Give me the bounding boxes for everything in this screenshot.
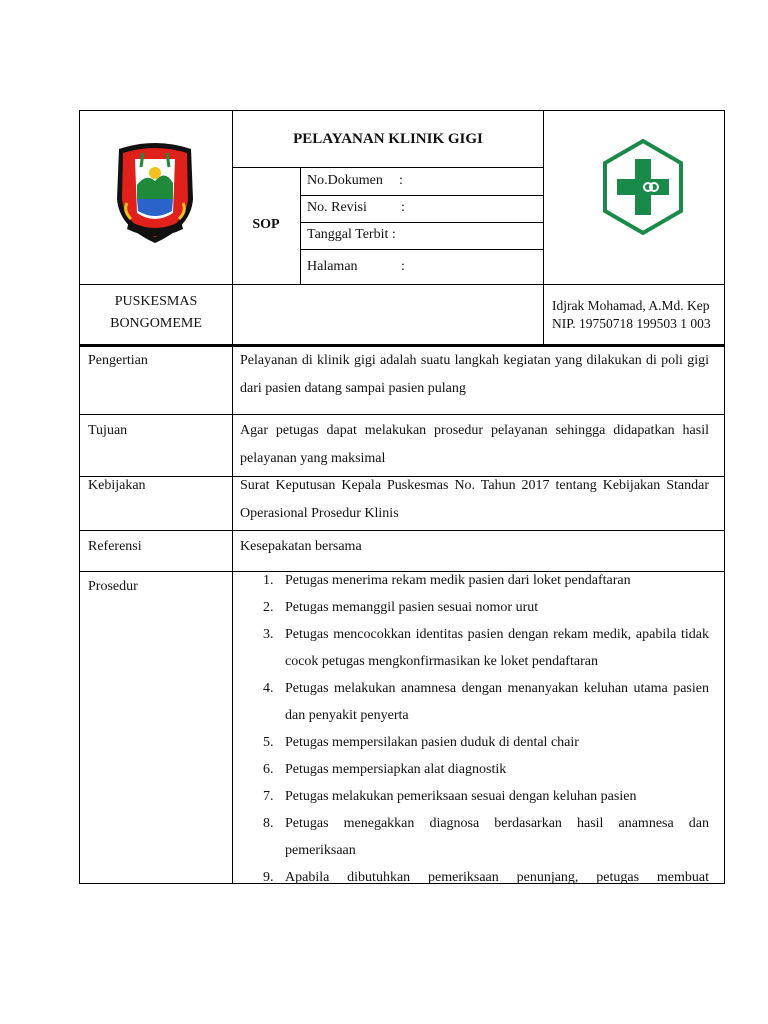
- puskesmas-name: [80, 285, 232, 345]
- sop-label: SOP: [252, 217, 280, 232]
- doc-field-tanggal-terbit: [307, 227, 541, 255]
- step-text: Apabila dibutuhkan pemeriksaan penunjang, petugas membuat: [285, 870, 709, 885]
- step-number: 4.: [263, 681, 274, 696]
- section-text: Pelayanan di klinik gigi adalah suatu langkah kegiatan yang dilakukan di poli gigi dari pasien datang sampai pasien pulang: [240, 353, 709, 396]
- section-label: Kebijakan: [88, 478, 146, 493]
- doc-field-colon: :: [401, 259, 405, 274]
- procedure-step: [240, 756, 709, 783]
- procedure-step: [240, 729, 709, 756]
- doc-field-halaman: [307, 259, 541, 287]
- step-text: Petugas melakukan pemeriksaan sesuai dengan keluhan pasien: [285, 789, 637, 804]
- signature-block: [544, 285, 726, 345]
- doc-field-label: No.Dokumen: [307, 173, 383, 188]
- doc-field-colon: :: [399, 173, 403, 188]
- divider: [80, 530, 724, 531]
- divider: [80, 414, 724, 415]
- section-label: Pengertian: [88, 353, 148, 368]
- coat-of-arms-logo: [113, 139, 197, 245]
- doc-field-label: Halaman: [307, 259, 358, 274]
- procedure-list-container: [240, 567, 709, 891]
- procedure-step: [240, 783, 709, 810]
- doc-field-label: No. Revisi: [307, 200, 367, 215]
- step-text: Petugas mempersiapkan alat diagnostik: [285, 762, 507, 777]
- step-number: 1.: [263, 573, 274, 588]
- step-text: Petugas menerima rekam medik pasien dari loket pendaftaran: [285, 573, 631, 588]
- section-text: Kesepakatan bersama: [240, 539, 362, 554]
- section-label: Prosedur: [88, 579, 138, 594]
- procedure-list: [240, 567, 709, 891]
- step-number: 9.: [263, 870, 274, 885]
- step-number: 2.: [263, 600, 274, 615]
- procedure-step: [240, 567, 709, 594]
- step-number: 7.: [263, 789, 274, 804]
- signer-name: Idjrak Mohamad, A.Md. Kep: [552, 298, 710, 313]
- document-title: PELAYANAN KLINIK GIGI: [293, 130, 483, 147]
- step-text: Petugas mencocokkan identitas pasien dengan rekam medik, apabila tidak cocok petugas mengkonfirmasikan ke loket pendaftaran: [285, 627, 709, 669]
- signer-nip: NIP. 19750718 199503 1 003: [552, 316, 711, 331]
- puskesmas-logo: [601, 139, 685, 237]
- puskesmas-line2: BONGOMEME: [110, 316, 202, 331]
- divider: [300, 167, 301, 284]
- procedure-step: [240, 621, 709, 675]
- step-number: 3.: [263, 627, 274, 642]
- doc-field-colon: :: [401, 200, 405, 215]
- section-label: Tujuan: [88, 423, 128, 438]
- step-text: Petugas memanggil pasien sesuai nomor urut: [285, 600, 539, 615]
- step-text: Petugas menegakkan diagnosa berdasarkan hasil anamnesa dan pemeriksaan: [285, 816, 709, 858]
- procedure-step: [240, 675, 709, 729]
- step-number: 5.: [263, 735, 274, 750]
- step-text: Petugas melakukan anamnesa dengan menanyakan keluhan utama pasien dan penyakit penyerta: [285, 681, 709, 723]
- section-label: Referensi: [88, 539, 142, 554]
- section-text: Surat Keputusan Kepala Puskesmas No. Tahun 2017 tentang Kebijakan Standar Operasional Prosedur Klinis: [240, 478, 709, 521]
- step-text: Petugas mempersilakan pasien duduk di dental chair: [285, 735, 579, 750]
- step-number: 6.: [263, 762, 274, 777]
- section-text: Agar petugas dapat melakukan prosedur pelayanan sehingga didapatkan hasil pelayanan yang maksimal: [240, 423, 709, 466]
- step-number: 8.: [263, 816, 274, 831]
- sop-header-table: [79, 110, 725, 345]
- divider: [232, 345, 233, 883]
- procedure-step: [240, 864, 709, 891]
- puskesmas-line1: PUSKESMAS: [114, 294, 198, 309]
- sop-body-table: [79, 345, 725, 884]
- doc-field-label: Tanggal Terbit :: [307, 227, 396, 242]
- procedure-step: [240, 594, 709, 621]
- procedure-step: [240, 810, 709, 864]
